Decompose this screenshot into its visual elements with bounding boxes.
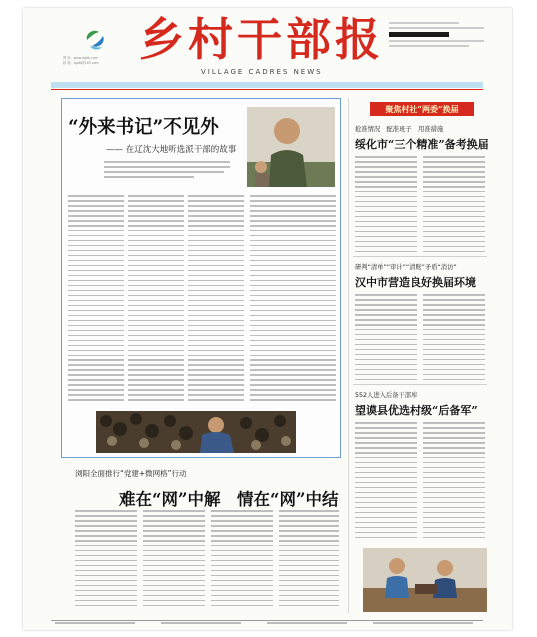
leaf-logo-icon <box>83 26 107 52</box>
story1-title: 绥化市“三个精准”备考换届 <box>355 138 489 151</box>
story3-column-2 <box>423 422 485 542</box>
lower-column-2 <box>143 510 205 610</box>
story-rule <box>353 256 487 257</box>
story2-kicker: 研判“清单”“审计”“清账”矛盾“消访” <box>355 264 457 271</box>
lead-photo <box>247 107 335 187</box>
right-banner: 聚焦村社“两委”换届 <box>370 102 474 116</box>
lead-column-4 <box>250 195 336 404</box>
masthead-subtitle: VILLAGE CADRES NEWS <box>201 68 323 76</box>
lead-column-1 <box>68 195 124 404</box>
mushroom-photo <box>96 411 296 453</box>
lead-subtitle: —— 在辽沈大地听选派干部的故事 <box>106 145 237 155</box>
story1-column-2 <box>423 156 485 256</box>
lower-kicker: 浏阳全面推行“党建+微网格”行动 <box>75 469 187 478</box>
logo-text-line: 网 址：www.xgdb.com <box>63 56 98 60</box>
masthead-title: 乡村干部报 <box>139 13 385 66</box>
newspaper-page <box>23 8 512 630</box>
story3-column-1 <box>355 422 417 542</box>
ear-box <box>389 22 489 62</box>
story2-column-1 <box>355 294 417 384</box>
story-rule <box>353 384 487 385</box>
lower-column-1 <box>75 510 137 610</box>
masthead <box>23 8 512 84</box>
logo-text-line: 邮 箱：xgdb@163.com <box>63 60 99 65</box>
story3-kicker: 552人进入后备干部库 <box>355 392 418 399</box>
column-rule <box>348 98 349 613</box>
masthead-rule <box>51 89 483 90</box>
lead-story <box>61 98 341 458</box>
logo-text <box>63 56 133 65</box>
lead-column-3 <box>188 195 244 404</box>
story2-column-2 <box>423 294 485 384</box>
story1-kicker: 抢准情况 配准班子 用准措施 <box>355 126 444 133</box>
right-bottom-photo <box>363 548 487 612</box>
footer-bar <box>51 620 483 626</box>
lower-column-3 <box>211 510 273 610</box>
lower-title: 难在“网”中解 情在“网”中结 <box>119 490 339 509</box>
story2-title: 汉中市营造良好换届环境 <box>355 276 476 289</box>
masthead-bar <box>51 82 483 88</box>
lead-column-2 <box>128 195 184 404</box>
story1-column-1 <box>355 156 417 256</box>
lower-column-4 <box>279 510 339 610</box>
lead-deck <box>104 161 232 181</box>
story3-title: 望谟县优选村级“后备军” <box>355 404 478 417</box>
lead-title: “外来书记”不见外 <box>68 117 219 138</box>
